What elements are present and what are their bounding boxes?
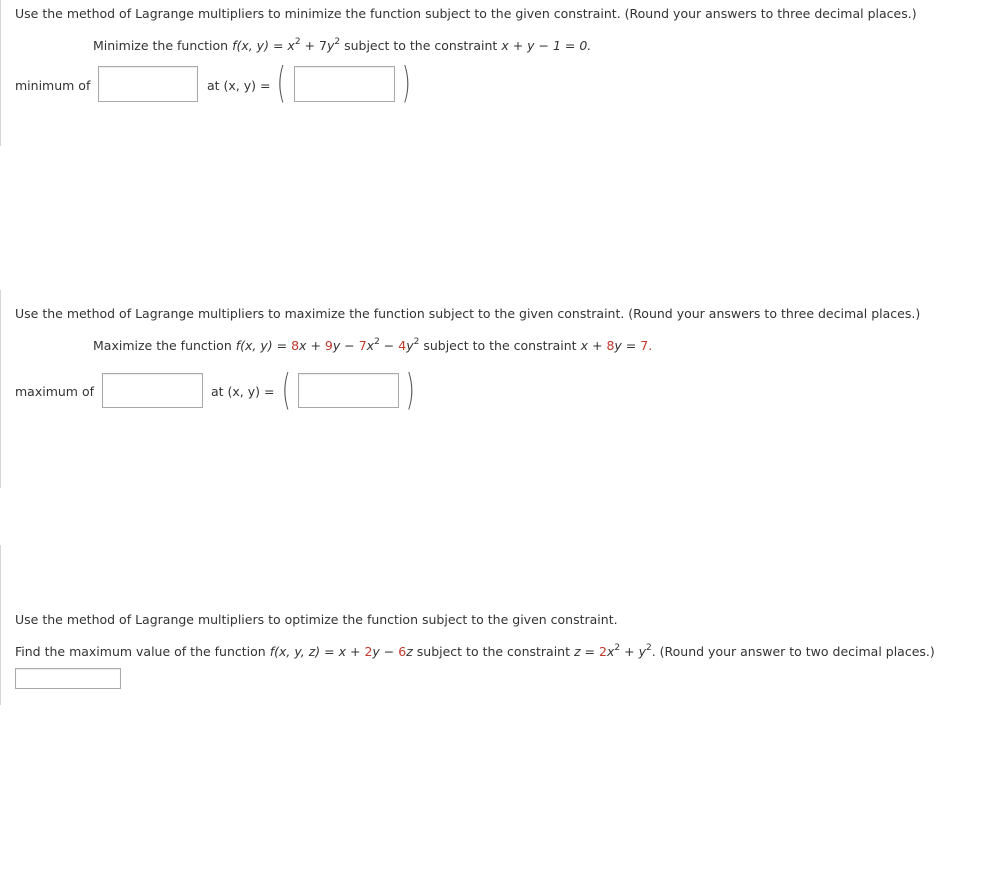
q2-point-input[interactable] xyxy=(298,373,399,408)
q3-instruction: Use the method of Lagrange multipliers to optimize the function subject to the given constraint. xyxy=(15,612,618,627)
q2-close-paren: ) xyxy=(405,365,415,414)
q1-open-paren: ( xyxy=(276,58,286,107)
left-rule-3 xyxy=(0,545,1,705)
q2-problem-statement: Maximize the function f(x, $y) = 8x + 9y - 7x^2 - 4y^2$ subject to the constraint x + 8y = 7. xyxy=(93,336,653,353)
q1-close-paren: ) xyxy=(401,58,411,107)
q1-minimum-input[interactable] xyxy=(98,66,198,102)
left-rule-2 xyxy=(0,290,1,488)
q1-point-label: at (x, y) = xyxy=(207,78,271,93)
q1-point-input[interactable] xyxy=(294,66,395,102)
q3-answer-input[interactable] xyxy=(15,668,121,689)
q3-problem-statement: Find the maximum value of the function f(x, y, z) = x + 2y − 6z subject to the constraint $z = 2x^2 + y^2$. (Round your answer to two decimal places.) xyxy=(15,642,935,659)
q2-maximum-input[interactable] xyxy=(102,373,203,408)
q2-instruction: Use the method of Lagrange multipliers to maximize the function subject to the given constraint. (Round your answers to three decimal places.) xyxy=(15,306,921,321)
q2-point-label: at (x, y) = xyxy=(211,384,275,399)
q1-instruction: Use the method of Lagrange multipliers to minimize the function subject to the given constraint. (Round your answers to three decimal places.) xyxy=(15,6,917,21)
q2-maximum-label: maximum of xyxy=(15,384,95,399)
q1-minimum-label: minimum of xyxy=(15,78,91,93)
q1-problem-statement: Minimize the function f(x, $y) = x^2 + 7y^2$ subject to the constraint x + y − 1 = 0. xyxy=(93,36,592,53)
q2-open-paren: ( xyxy=(281,365,291,414)
left-rule-1 xyxy=(0,0,1,146)
